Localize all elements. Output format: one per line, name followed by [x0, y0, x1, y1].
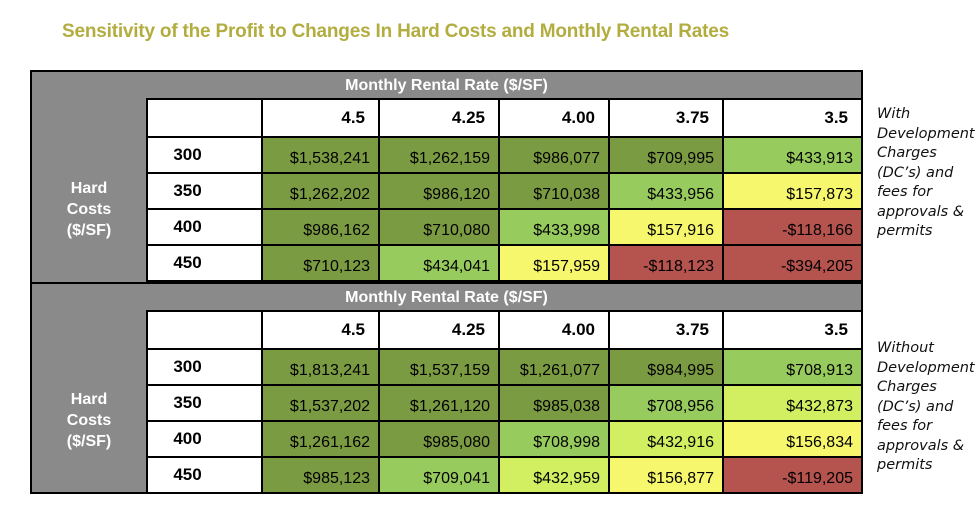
rental-rate-band-header: Monthly Rental Rate ($/SF) [30, 282, 863, 310]
profit-value-cell: $432,959 [500, 458, 608, 492]
annotation-line: Charges [877, 145, 937, 161]
profit-value-cell: $709,041 [380, 458, 498, 492]
hard-cost-row-header: 350 [148, 174, 261, 208]
profit-value-cell: -$119,205 [724, 458, 861, 492]
annotation-line: approvals & [877, 203, 965, 220]
profit-value-cell: $708,956 [610, 386, 722, 420]
annotation-line: fees for [877, 418, 933, 434]
profit-value-cell: $1,262,159 [380, 138, 498, 172]
annotation-line: With [877, 106, 911, 122]
corner-cell [148, 312, 261, 348]
axis-label-line: Hard [70, 179, 108, 197]
rental-rate-column-header: 3.75 [610, 100, 722, 136]
profit-value-cell: $710,038 [500, 174, 608, 208]
profit-value-cell: $1,537,159 [380, 350, 498, 384]
profit-value-cell: $156,834 [724, 422, 861, 456]
rental-rate-column-header: 3.75 [610, 312, 722, 348]
rental-rate-column-header: 4.5 [263, 312, 378, 348]
table-without-dc [30, 282, 863, 494]
axis-label-line: ($/SF) [66, 432, 112, 450]
hard-cost-row-header: 450 [148, 246, 261, 280]
table-with-dc [30, 70, 863, 282]
profit-value-cell: $986,120 [380, 174, 498, 208]
hard-cost-row-header: 400 [148, 422, 261, 456]
profit-value-cell: $986,077 [500, 138, 608, 172]
annotation-line: Development [877, 359, 975, 376]
annotation-line: (DC’s) and [877, 164, 954, 181]
profit-value-cell: $1,813,241 [263, 350, 378, 384]
rental-rate-column-header: 3.5 [724, 312, 861, 348]
rental-rate-column-header: 4.25 [380, 100, 498, 136]
table-body [30, 98, 863, 282]
profit-value-cell: $985,038 [500, 386, 608, 420]
annotation-line: fees for [877, 184, 933, 200]
profit-value-cell: $433,998 [500, 210, 608, 244]
annotation-line: approvals & [877, 437, 965, 454]
profit-value-cell: $1,262,202 [263, 174, 378, 208]
annotation-without-dc [877, 339, 980, 476]
profit-value-cell: $984,995 [610, 350, 722, 384]
profit-value-cell: $157,959 [500, 246, 608, 280]
profit-value-cell: $157,873 [724, 174, 861, 208]
axis-label-line: Costs [66, 200, 112, 218]
rental-rate-column-header: 3.5 [724, 100, 861, 136]
profit-value-cell: $433,956 [610, 174, 722, 208]
profit-value-cell: $710,123 [263, 246, 378, 280]
profit-value-cell: $432,916 [610, 422, 722, 456]
corner-cell [148, 100, 261, 136]
rental-rate-column-header: 4.5 [263, 100, 378, 136]
profit-value-cell: $157,916 [610, 210, 722, 244]
annotation-line: Without [877, 340, 934, 356]
profit-value-cell: $1,261,120 [380, 386, 498, 420]
hard-cost-row-header: 300 [148, 138, 261, 172]
profit-value-cell: $708,913 [724, 350, 861, 384]
rental-rate-column-header: 4.00 [500, 100, 608, 136]
profit-value-cell: $1,537,202 [263, 386, 378, 420]
profit-value-cell: $1,538,241 [263, 138, 378, 172]
hard-cost-row-header: 300 [148, 350, 261, 384]
profit-value-cell: $433,913 [724, 138, 861, 172]
profit-value-cell: $156,877 [610, 458, 722, 492]
annotation-line: Charges [877, 379, 937, 395]
axis-label-line: ($/SF) [66, 221, 112, 239]
profit-value-cell: -$394,205 [724, 246, 861, 280]
profit-value-cell: $434,041 [380, 246, 498, 280]
annotation-line: (DC’s) and [877, 398, 954, 415]
profit-value-cell: $432,873 [724, 386, 861, 420]
profit-value-cell: $710,080 [380, 210, 498, 244]
hard-costs-axis-label [30, 310, 146, 494]
hard-cost-row-header: 350 [148, 386, 261, 420]
sensitivity-tables [30, 70, 863, 494]
profit-value-cell: $986,162 [263, 210, 378, 244]
profit-value-cell: -$118,123 [610, 246, 722, 280]
profit-value-cell: $709,995 [610, 138, 722, 172]
hard-cost-row-header: 450 [148, 458, 261, 492]
page-title: Sensitivity of the Profit to Changes In Hard Costs and Monthly Rental Rates [62, 21, 729, 42]
profit-value-cell: $1,261,077 [500, 350, 608, 384]
profit-value-cell: -$118,166 [724, 210, 861, 244]
annotation-line: permits [877, 457, 933, 473]
axis-label-line: Hard [70, 390, 108, 408]
rental-rate-column-header: 4.25 [380, 312, 498, 348]
profit-value-cell: $985,123 [263, 458, 378, 492]
rental-rate-column-header: 4.00 [500, 312, 608, 348]
hard-cost-row-header: 400 [148, 210, 261, 244]
annotation-with-dc [877, 105, 980, 242]
annotation-line: permits [877, 223, 933, 239]
profit-value-cell: $1,261,162 [263, 422, 378, 456]
sensitivity-grid-without-dc [146, 310, 863, 494]
annotation-line: Development [877, 125, 975, 142]
rental-rate-band-header: Monthly Rental Rate ($/SF) [30, 70, 863, 98]
hard-costs-axis-label [30, 98, 146, 282]
table-body [30, 310, 863, 494]
profit-value-cell: $985,080 [380, 422, 498, 456]
sensitivity-grid-with-dc [146, 98, 863, 282]
axis-label-line: Costs [66, 411, 112, 429]
profit-value-cell: $708,998 [500, 422, 608, 456]
